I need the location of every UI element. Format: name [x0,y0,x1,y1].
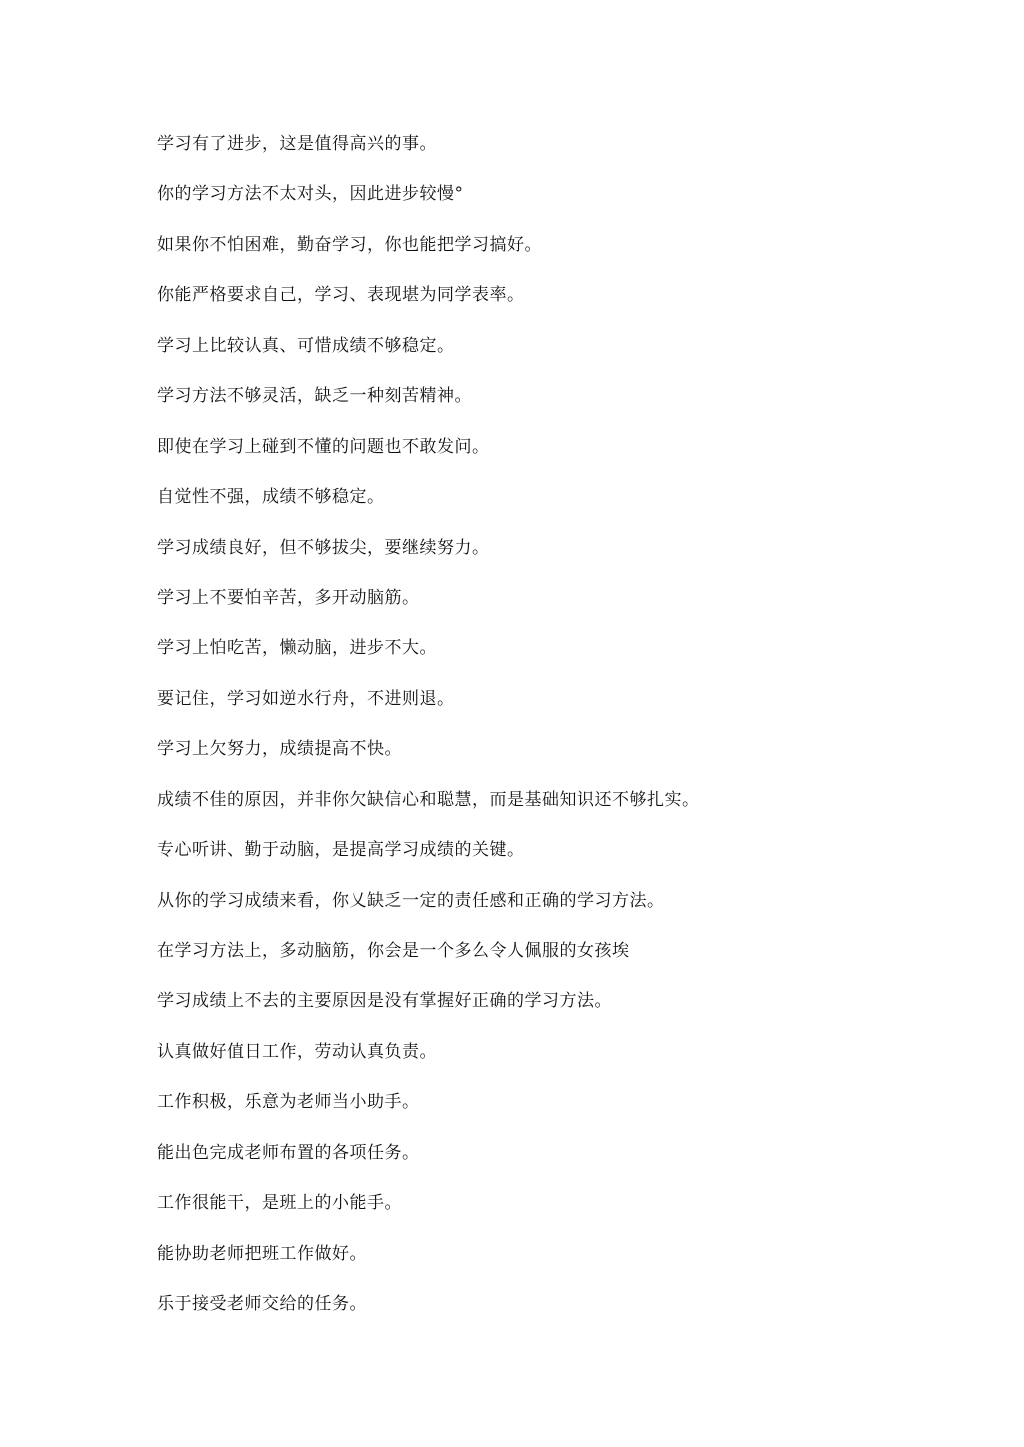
comment-line: 自觉性不强，成绩不够稳定。 [157,487,385,508]
comment-line: 专心听讲、勤于动脑，是提高学习成绩的关键。 [157,840,525,861]
comment-line: 学习上怕吃苦，懒动脑，进步不大。 [157,638,437,659]
comment-line: 你能严格要求自己，学习、表现堪为同学表率。 [157,285,525,306]
comment-line: 学习上比较认真、可惜成绩不够稳定。 [157,335,455,356]
comment-line: 学习上欠努力，成绩提高不快。 [157,739,402,760]
comment-line: 工作积极，乐意为老师当小助手。 [157,1092,420,1113]
comment-line: 工作很能干，是班上的小能手。 [157,1193,402,1214]
comment-line: 要记住，学习如逆水行舟，不进则退。 [157,688,455,709]
comment-line: 即使在学习上碰到不懂的问题也不敢发问。 [157,436,490,457]
comment-line: 学习成绩上不去的主要原因是没有掌握好正确的学习方法。 [157,991,612,1012]
comment-line: 如果你不怕困难，勤奋学习，你也能把学习搞好。 [157,234,542,255]
comment-line: 乐于接受老师交给的任务。 [157,1294,367,1315]
comment-line: 学习方法不够灵活，缺乏一种刻苦精神。 [157,386,472,407]
comment-list [157,131,977,1342]
comment-line: 你的学习方法不太对头，因此进步较慢° [157,184,464,205]
comment-line: 学习上不要怕辛苦，多开动脑筋。 [157,587,420,608]
comment-line: 成绩不佳的原因，并非你欠缺信心和聪慧，而是基础知识还不够扎实。 [157,789,700,810]
comment-line: 学习有了进步，这是值得高兴的事。 [157,134,437,154]
comment-line: 能协助老师把班工作做好。 [157,1243,367,1264]
comment-line: 学习成绩良好，但不够拔尖，要继续努力。 [157,537,490,558]
comment-line: 从你的学习成绩来看，你乂缺乏一定的责任感和正确的学习方法。 [157,890,665,911]
comment-line: 在学习方法上，多动脑筋，你会是一个多么令人佩服的女孩埃 [157,941,630,961]
comment-line: 认真做好值日工作，劳动认真负责。 [157,1041,437,1062]
comment-line: 能出色完成老师布置的各项任务。 [157,1142,420,1163]
